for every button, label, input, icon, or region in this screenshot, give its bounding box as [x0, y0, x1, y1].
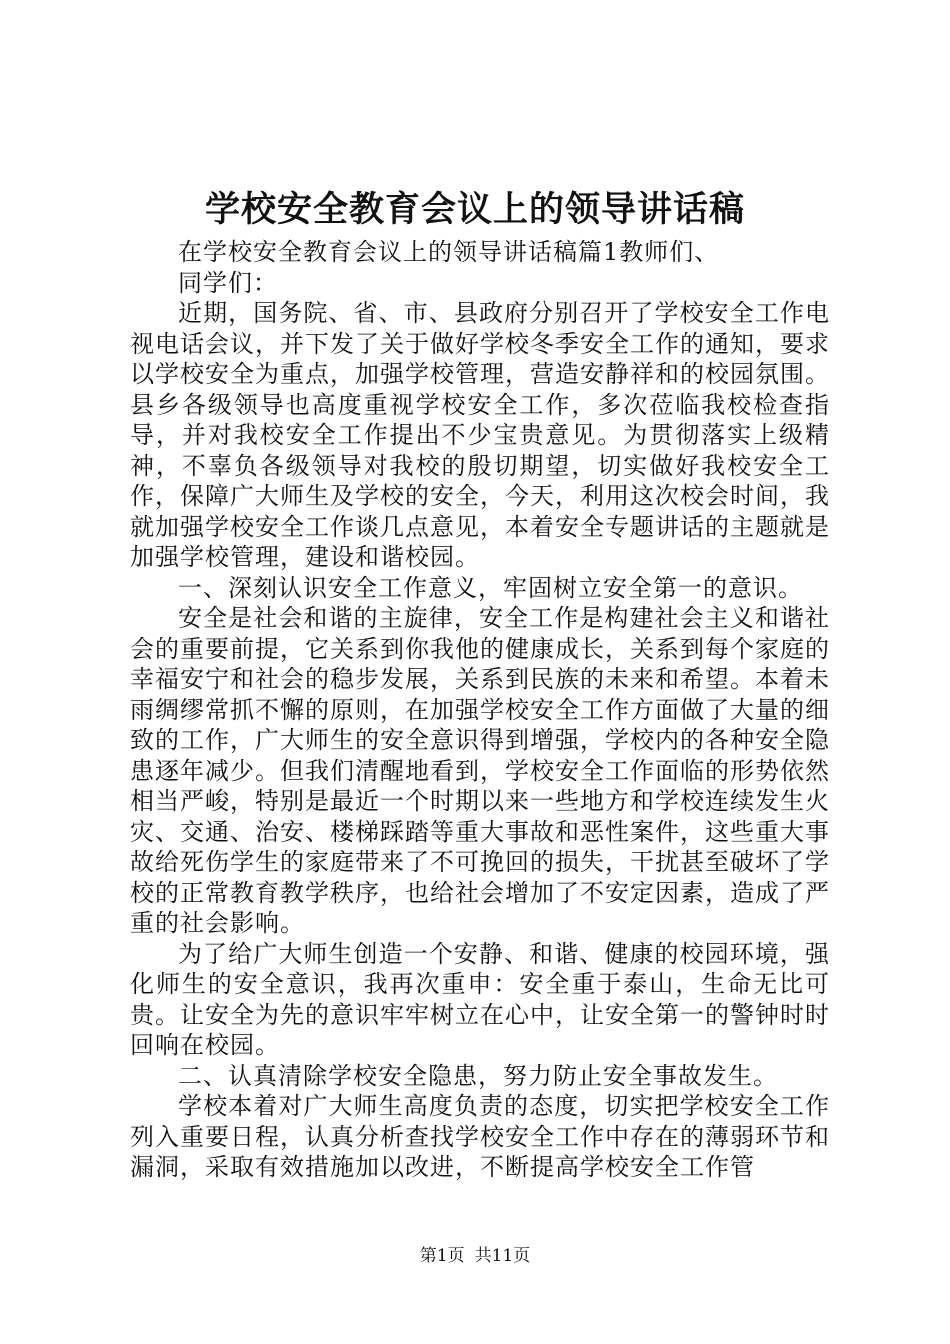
paragraph-section-1: 安全是社会和谐的主旋律，安全工作是构建社会主义和谐社会的重要前提，它关系到你我他的健康成长，关系到每个家庭的幸福安宁和社会的稳步发展，关系到民族的未来和希望。本着未雨绸缪常抓不懈的原则，在加强学校安全工作方面做了大量的细致的工作，广大师生的安全意识得到增强，学校内的各种安全隐患逐年减少。但我们清醒地看到，学校安全工作面临的形势依然相当严峻，特别是最近一个时期以来一些地方和学校连续发生火灾、交通、治安、楼梯踩踏等重大事故和恶性案件，这些重大事故给死伤学生的家庭带来了不可挽回的损失，干扰甚至破坏了学校的正常教育教学秩序，也给社会增加了不安定因素，造成了严重的社会影响。	[130, 604, 830, 937]
section-heading-1: 一、深刻认识安全工作意义，牢固树立安全第一的意识。	[178, 573, 803, 602]
page-footer	[0, 1244, 950, 1268]
section-heading-2: 二、认真清除学校安全隐患，努力防止安全事故发生。	[178, 1061, 778, 1090]
page-number: 第1页	[419, 1246, 465, 1266]
paragraph-section-1-continued: 为了给广大师生创造一个安静、和谐、健康的校园环境，强化师生的安全意识，我再次重申：安全重于泰山，生命无比可贵。让安全为先的意识牢牢树立在心中，让安全第一的警钟时时回响在校园。	[130, 939, 830, 1059]
paragraph-opening: 近期，国务院、省、市、县政府分别召开了学校安全工作电视电话会议，并下发了关于做好学校冬季安全工作的通知，要求以学校安全为重点，加强学校管理，营造安静祥和的校园氛围。县乡各级领导也高度重视学校安全工作，多次莅临我校检查指导，并对我校安全工作提出不少宝贵意见。为贯彻落实上级精神，不辜负各级领导对我校的殷切期望，切实做好我校安全工作，保障广大师生及学校的安全，今天，利用这次校会时间，我就加强学校安全工作谈几点意见，本着安全专题讲话的主题就是加强学校管理，建设和谐校园。	[130, 299, 830, 571]
paragraph-intro: 在学校安全教育会议上的领导讲话稿篇1教师们、	[178, 238, 720, 266]
paragraph-salutation: 同学们：	[178, 268, 278, 297]
paragraph-section-2: 学校本着对广大师生高度负责的态度，切实把学校安全工作列入重要日程，认真分析查找学校安全工作中存在的薄弱环节和漏洞，采取有效措施加以改进，不断提高学校安全工作管	[130, 1092, 830, 1181]
document-body	[130, 237, 830, 1183]
page-total: 共11页	[474, 1246, 531, 1266]
document-title: 学校安全教育会议上的领导讲话稿	[204, 189, 745, 230]
